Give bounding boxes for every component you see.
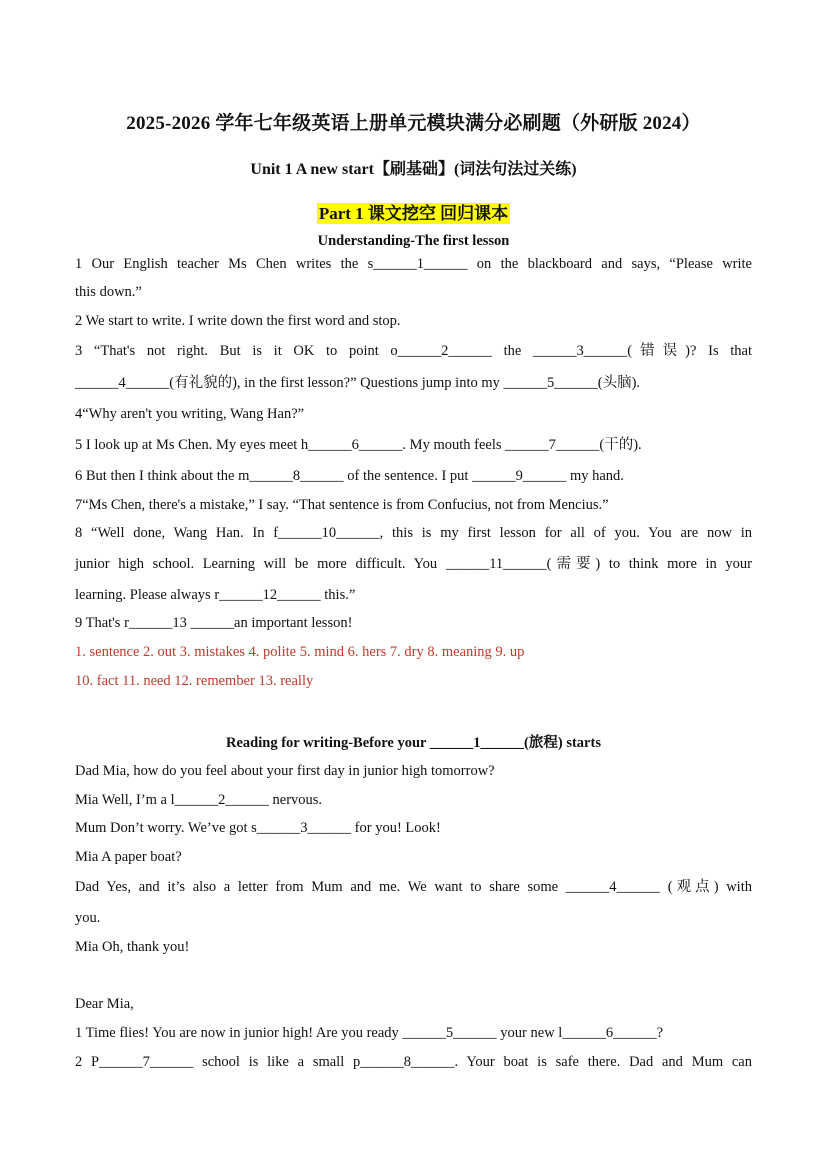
section1-line: ______4______(有礼貌的), in the first lesson?” Questions jump into my ______5______(头脑). xyxy=(75,375,641,391)
section2-line: Dad Mia, how do you feel about your first day in junior high tomorrow? xyxy=(75,763,495,779)
section1-line: 9 That's r______13 ______an important lesson! xyxy=(75,615,353,631)
section2-line: Mum Don’t worry. We’ve got s______3______ for you! Look! xyxy=(75,820,441,836)
section2-line: 1 Time flies! You are now in junior high! Are you ready ______5______ your new l______6______? xyxy=(75,1025,664,1041)
letter-salutation: Dear Mia, xyxy=(75,996,134,1012)
document-title: 2025-2026 学年七年级英语上册单元模块满分必刷题（外研版 2024） xyxy=(126,113,701,134)
section1-line: 1 Our English teacher Ms Chen writes the s______1______ on the blackboard and says, “Please write xyxy=(75,256,752,272)
section1-line: 2 We start to write. I write down the first word and stop. xyxy=(75,313,401,329)
part-heading xyxy=(0,199,827,224)
part-heading-highlight: Part 1 课文挖空 回归课本 xyxy=(318,204,509,223)
document-subtitle: Unit 1 A new start【刷基础】(词法句法过关练) xyxy=(250,161,577,178)
section1-line: 7“Ms Chen, there's a mistake,” I say. “That sentence is from Confucius, not from Mencius.” xyxy=(75,497,609,513)
answer-line: 1. sentence 2. out 3. mistakes 4. polite 5. mind 6. hers 7. dry 8. meaning 9. up xyxy=(75,644,525,660)
section1-line: 8 “Well done, Wang Han. In f______10______, this is my first lesson for all of you. You are now in xyxy=(75,525,752,541)
section1-line: 5 I look up at Ms Chen. My eyes meet h______6______. My mouth feels ______7______(干的). xyxy=(75,437,642,453)
section1-line: learning. Please always r______12______ this.” xyxy=(75,587,356,603)
section2-heading: Reading for writing-Before your ______1______(旅程) starts xyxy=(226,735,601,751)
section1-line: this down.” xyxy=(75,284,142,300)
section1-line: junior high school. Learning will be more difficult. You ______11______(需要) to think more in your xyxy=(75,556,752,572)
section1-line: 4“Why aren't you writing, Wang Han?” xyxy=(75,406,305,422)
section2-line: Dad Yes, and it’s also a letter from Mum and me. We want to share some ______4______ (观点) with xyxy=(75,879,752,895)
section1-line: 6 But then I think about the m______8______ of the sentence. I put ______9______ my hand. xyxy=(75,468,624,484)
section1-line: 3 “That's not right. But is it OK to point o______2______ the ______3______(错误)? Is that xyxy=(75,343,752,359)
section2-line: you. xyxy=(75,910,101,926)
section2-line: Mia Well, I’m a l______2______ nervous. xyxy=(75,792,323,808)
section2-line: 2 P______7______ school is like a small p______8______. Your boat is safe there. Dad and Mum can xyxy=(75,1054,752,1070)
section2-line: Mia Oh, thank you! xyxy=(75,939,190,955)
section1-heading: Understanding-The first lesson xyxy=(317,233,510,249)
answer-line: 10. fact 11. need 12. remember 13. really xyxy=(75,673,314,689)
section2-line: Mia A paper boat? xyxy=(75,849,182,865)
